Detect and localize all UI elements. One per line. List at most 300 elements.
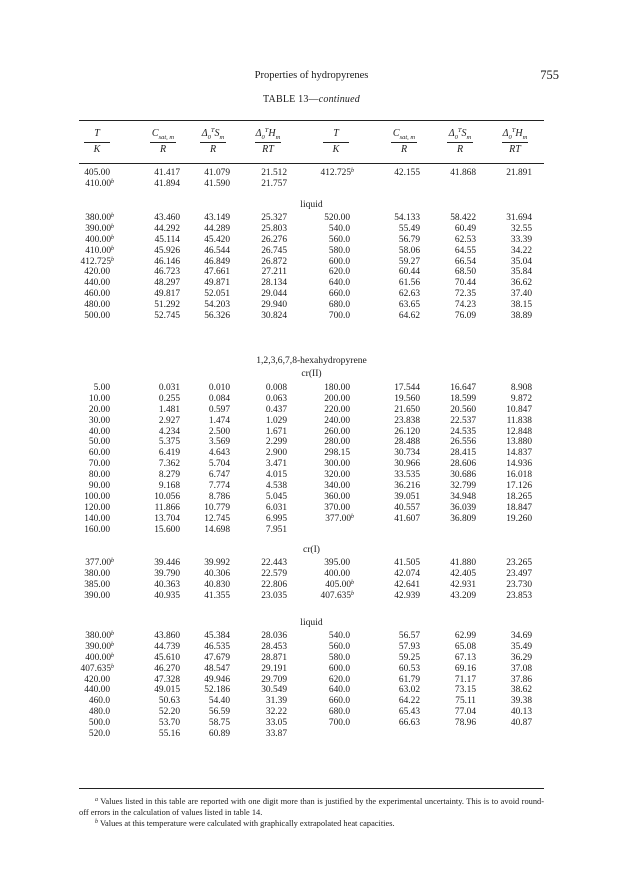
table-cell: 3.471 [265,459,287,470]
table-cell: 56.326 [204,311,230,322]
table-cell: 56.57 [398,631,420,641]
table-cell: 10.847 [506,404,532,415]
column-header-numerator: $\Delta_0^TS_m$ [201,127,225,141]
table-cell: 7.774 [208,481,230,492]
table-cell: 41.590 [204,178,230,189]
table-cell: 33.39 [510,234,532,245]
table-cell: 70.00 [88,459,110,470]
table-cell: 320.00 [324,470,350,481]
table-cell: 23.853 [506,590,532,601]
table-cell: 50.63 [158,696,180,707]
table-cell: 440.00 [84,685,110,696]
footnote-mark: b [95,819,98,825]
table-cell: 47.661 [204,267,230,278]
table-cell: 0.437 [265,404,287,415]
table-row [0,729,623,740]
table-cell: 55.16 [158,729,180,740]
table-cell: 43.209 [450,590,476,601]
table-cell: 2.927 [158,415,180,426]
column-header-numerator: $\Delta_0^TH_m$ [502,127,528,141]
table-cell: 60.53 [398,663,420,674]
table-cell: 22.806 [261,579,287,590]
table-cell: 30.824 [261,311,287,322]
table-cell: 26.745 [261,245,287,256]
table-cell: 30.00 [88,415,110,426]
table-cell: 40.306 [204,568,230,579]
table-cell: 600.0 [328,256,350,267]
table-cell: 58.75 [208,718,230,729]
table-cell: 29.940 [261,300,287,311]
table-cell: 64.62 [398,311,420,322]
table-cell: 18.265 [506,491,532,502]
table-bottom-rule [79,788,544,789]
table-cell: 16.647 [450,383,476,393]
footnote-text: Values listed in this table are reported with one digit more than is justified by the experimental uncertainty. This is to avoid round-off errors in the calculation of values listed in table 14. [79,797,544,817]
table-row [0,168,623,179]
table-cell: 420.00 [84,267,110,278]
table-row [0,459,623,470]
table-cell: 8.786 [208,491,230,502]
column-header-numerator: $\Delta_0^TS_m$ [448,127,472,141]
table-cell: 58.06 [398,245,420,256]
table-row [0,569,623,580]
column-header-denominator: R [400,144,408,155]
table-cell: 23.838 [394,415,420,426]
column-header-denominator: K [93,144,101,155]
table-cell: 26.556 [450,437,476,448]
table-cell: 59.27 [398,256,420,267]
table-cell: 377.00$^b$ [85,558,114,568]
column-header-t [67,127,127,156]
table-cell: 4.234 [158,426,180,437]
table-cell: 5.704 [208,459,230,470]
table-cell: 13.880 [506,437,532,448]
table-cell: 73.15 [454,685,476,696]
table-cell: 60.89 [208,729,230,740]
table-cell: 40.363 [154,579,180,590]
table-cell: 45.926 [154,245,180,256]
table-cell: 77.04 [454,707,476,718]
table-cell: 36.29 [510,652,532,663]
table-cell: 68.50 [454,267,476,278]
table-cell: 42.074 [394,568,420,579]
table-cell: 66.54 [454,256,476,267]
table-row [0,224,623,235]
table-cell: 25.327 [261,213,287,223]
table-cell: 40.935 [154,590,180,601]
table-cell: 36.216 [394,481,420,492]
table-cell: 410.00$^b$ [85,245,114,256]
table-cell: 53.70 [158,718,180,729]
table-cell: 52.051 [204,289,230,300]
table-cell: 54.133 [394,213,420,223]
table-cell: 180.00 [324,383,350,393]
table-cell: 560.0 [328,234,350,245]
table-row [0,448,623,459]
footnote-a [79,796,544,818]
table-cell: 10.00 [88,393,110,404]
table-cell: 1.474 [208,415,230,426]
table-row [0,267,623,278]
table-row [0,492,623,503]
table-cell: 540.0 [328,631,350,641]
table-cell: 42.155 [394,168,420,178]
table-cell: 480.0 [88,707,110,718]
table-cell: 54.203 [204,300,230,311]
table-row [0,405,623,416]
column-header-numerator: T [333,128,339,139]
table-cell: 46.535 [204,641,230,652]
table-row [0,642,623,653]
table-cell: 21.650 [394,404,420,415]
column-header-denominator: R [456,144,464,155]
table-cell: 18.847 [506,502,532,513]
table-cell: 8.908 [510,383,532,393]
table-block [0,213,623,322]
table-cell: 620.0 [328,267,350,278]
table-row [0,179,623,190]
table-row [0,503,623,514]
table-cell: 43.460 [154,213,180,223]
table-cell: 65.43 [398,707,420,718]
table-cell: 60.00 [88,448,110,459]
table-cell: 34.69 [510,631,532,641]
table-row [0,580,623,591]
table-cell: 38.15 [510,300,532,311]
table-row [0,664,623,675]
table-cell: 12.745 [204,513,230,524]
table-row [0,631,623,642]
table-cell: 24.535 [450,426,476,437]
footnote-mark: a [95,797,98,803]
table-cell: 39.051 [394,491,420,502]
table-cell: 61.79 [398,674,420,685]
table-cell: 35.84 [510,267,532,278]
table-cell: 46.270 [154,663,180,674]
table-row [0,707,623,718]
table-cell: 76.09 [454,311,476,322]
table-cell: 40.87 [510,718,532,729]
table-cell: 19.560 [394,393,420,404]
table-cell: 0.010 [208,383,230,393]
table-cell: 52.186 [204,685,230,696]
table-cell: 8.279 [158,470,180,481]
table-cell: 0.084 [208,393,230,404]
table-cell: 280.00 [324,437,350,448]
table-cell: 20.560 [450,404,476,415]
table-cell: 42.939 [394,590,420,601]
table-row [0,685,623,696]
table-row [0,427,623,438]
table-cell: 36.809 [450,513,476,524]
table-cell: 660.0 [328,696,350,707]
table-cell: 540.0 [328,223,350,234]
table-cell: 62.63 [398,289,420,300]
table-cell: 380.00$^b$ [85,631,114,641]
table-caption-label: TABLE 13— [263,94,319,105]
table-cell: 10.779 [204,502,230,513]
table-cell: 54.40 [208,696,230,707]
table-cell: 19.260 [506,513,532,524]
column-header-denominator: R [209,144,217,155]
table-cell: 480.00 [84,300,110,311]
table-cell: 41.894 [154,178,180,189]
table-cell: 407.635$^b$ [80,663,114,674]
table-cell: 44.739 [154,641,180,652]
column-header-csat [374,127,434,156]
table-cell: 400.00$^b$ [85,234,114,245]
table-cell: 2.900 [265,448,287,459]
section-title: 1,2,3,6,7,8-hexahydropyrene [256,355,367,366]
table-cell: 240.00 [324,415,350,426]
table-cell: 6.995 [265,513,287,524]
table-cell: 26.120 [394,426,420,437]
column-header-denominator: R [159,144,167,155]
table-cell: 520.0 [88,729,110,740]
column-header-h [238,127,298,156]
table-cell: 33.535 [394,470,420,481]
table-cell: 7.362 [158,459,180,470]
table-row [0,257,623,268]
table-row [0,481,623,492]
table-cell: 17.544 [394,383,420,393]
table-row [0,675,623,686]
table-top-rule [79,120,544,121]
table-cell: 41.607 [394,513,420,524]
table-row [0,311,623,322]
table-row [0,300,623,311]
table-cell: 300.00 [324,459,350,470]
table-cell: 37.40 [510,289,532,300]
table-cell: 14.936 [506,459,532,470]
table-cell: 500.0 [88,718,110,729]
table-cell: 360.00 [324,491,350,502]
table-row [0,437,623,448]
table-cell: 5.045 [265,491,287,502]
table-cell: 45.420 [204,234,230,245]
table-cell: 49.871 [204,278,230,289]
table-cell: 380.00 [84,568,110,579]
table-cell: 46.544 [204,245,230,256]
table-cell: 500.00 [84,311,110,322]
table-cell: 55.49 [398,223,420,234]
table-cell: 30.966 [394,459,420,470]
table-cell: 6.419 [158,448,180,459]
column-header-s [430,127,490,156]
table-cell: 21.512 [261,168,287,178]
table-cell: 390.00$^b$ [85,641,114,652]
table-cell: 380.00$^b$ [85,213,114,223]
column-header-numerator: $\Delta_0^TH_m$ [255,127,281,141]
table-cell: 42.405 [450,568,476,579]
table-cell: 460.0 [88,696,110,707]
table-cell: 377.00$^b$ [325,513,354,524]
table-row [0,525,623,536]
table-cell: 48.547 [204,663,230,674]
table-row [0,416,623,427]
table-cell: 160.00 [84,524,110,535]
table-row [0,558,623,569]
table-cell: 29.191 [261,663,287,674]
column-header-s [183,127,243,156]
table-cell: 51.292 [154,300,180,311]
table-cell: 1.671 [265,426,287,437]
table-cell: 405.00 [84,168,110,178]
table-cell: 44.289 [204,223,230,234]
table-row [0,591,623,602]
table-cell: 26.872 [261,256,287,267]
table-row [0,718,623,729]
table-cell: 69.16 [454,663,476,674]
table-cell: 40.557 [394,502,420,513]
table-cell: 40.00 [88,426,110,437]
table-cell: 390.00$^b$ [85,223,114,234]
table-row [0,653,623,664]
table-cell: 220.00 [324,404,350,415]
table-cell: 4.643 [208,448,230,459]
table-cell: 72.35 [454,289,476,300]
footnote-text: Values at this temperature were calculated with graphically extrapolated heat capacities. [98,819,395,828]
table-cell: 41.355 [204,590,230,601]
table-cell: 30.734 [394,448,420,459]
column-header-denominator: RT [509,144,521,155]
table-cell: 28.871 [261,652,287,663]
table-cell: 29.044 [261,289,287,300]
table-cell: 28.488 [394,437,420,448]
table-cell: 71.17 [454,674,476,685]
table-cell: 80.00 [88,470,110,481]
table-cell: 22.537 [450,415,476,426]
table-cell: 21.757 [261,178,287,189]
table-cell: 400.00 [324,568,350,579]
table-row [0,235,623,246]
table-row [0,213,623,224]
table-cell: 44.292 [154,223,180,234]
table-cell: 200.00 [324,393,350,404]
table-cell: 50.00 [88,437,110,448]
section-subtitle: cr(II) [301,368,322,379]
column-header-h [485,127,545,156]
table-cell: 37.08 [510,663,532,674]
table-cell: 52.745 [154,311,180,322]
table-cell: 63.65 [398,300,420,311]
table-cell: 26.276 [261,234,287,245]
table-cell: 32.799 [450,481,476,492]
column-header-numerator: $C_{sat, m}$ [392,128,416,141]
table-cell: 45.114 [154,234,180,245]
running-head [0,70,623,86]
table-cell: 21.891 [506,168,532,178]
table-cell: 11.866 [154,502,180,513]
table-cell: 6.031 [265,502,287,513]
table-cell: 412.725$^b$ [320,168,354,178]
table-cell: 46.723 [154,267,180,278]
table-cell: 49.817 [154,289,180,300]
table-cell: 11.838 [506,415,532,426]
table-cell: 38.62 [510,685,532,696]
table-cell: 395.00 [324,558,350,568]
table-cell: 32.55 [510,223,532,234]
table-cell: 0.008 [265,383,287,393]
table-row [0,696,623,707]
table-cell: 39.790 [154,568,180,579]
table-cell: 28.415 [450,448,476,459]
table-cell: 520.00 [324,213,350,223]
section-title: liquid [300,199,323,210]
table-cell: 56.59 [208,707,230,718]
table-cell: 620.0 [328,674,350,685]
footnotes [79,796,544,829]
table-cell: 47.679 [204,652,230,663]
table-cell: 14.837 [506,448,532,459]
table-cell: 90.00 [88,481,110,492]
table-cell: 78.96 [454,718,476,729]
table-cell: 28.453 [261,641,287,652]
table-cell: 35.49 [510,641,532,652]
table-cell: 298.15 [324,448,350,459]
table-cell: 58.422 [450,213,476,223]
table-cell: 420.00 [84,674,110,685]
table-cell: 74.23 [454,300,476,311]
table-cell: 4.015 [265,470,287,481]
table-cell: 400.00$^b$ [85,652,114,663]
table-cell: 43.860 [154,631,180,641]
table-cell: 3.569 [208,437,230,448]
table-cell: 66.63 [398,718,420,729]
table-cell: 460.00 [84,289,110,300]
table-row [0,246,623,257]
column-header-numerator: $C_{sat, m}$ [151,128,175,141]
table-cell: 30.686 [450,470,476,481]
table-cell: 9.168 [158,481,180,492]
table-cell: 700.0 [328,311,350,322]
table-cell: 32.22 [265,707,287,718]
table-cell: 27.211 [261,267,287,278]
table-cell: 4.538 [265,481,287,492]
table-cell: 385.00 [84,579,110,590]
table-cell: 34.22 [510,245,532,256]
table-cell: 5.00 [93,383,110,393]
table-cell: 100.00 [84,491,110,502]
table-header [0,127,623,161]
table-cell: 49.946 [204,674,230,685]
table-cell: 15.600 [154,524,180,535]
table-cell: 660.0 [328,289,350,300]
table-cell: 410.00$^b$ [85,178,114,189]
table-cell: 46.849 [204,256,230,267]
table-cell: 36.62 [510,278,532,289]
table-cell: 640.0 [328,685,350,696]
table-cell: 120.00 [84,502,110,513]
table-cell: 23.035 [261,590,287,601]
column-header-denominator: RT [262,144,274,155]
table-cell: 2.500 [208,426,230,437]
table-cell: 62.53 [454,234,476,245]
table-cell: 0.063 [265,393,287,404]
table-block [0,631,623,740]
table-cell: 67.13 [454,652,476,663]
table-cell: 52.20 [158,707,180,718]
table-cell: 6.747 [208,470,230,481]
table-cell: 63.02 [398,685,420,696]
table-cell: 440.00 [84,278,110,289]
table-cell: 28.606 [450,459,476,470]
table-cell: 33.87 [265,729,287,740]
table-cell: 57.93 [398,641,420,652]
table-cell: 2.299 [265,437,287,448]
table-cell: 140.00 [84,513,110,524]
running-head-title: Properties of hydropyrenes [254,70,369,81]
